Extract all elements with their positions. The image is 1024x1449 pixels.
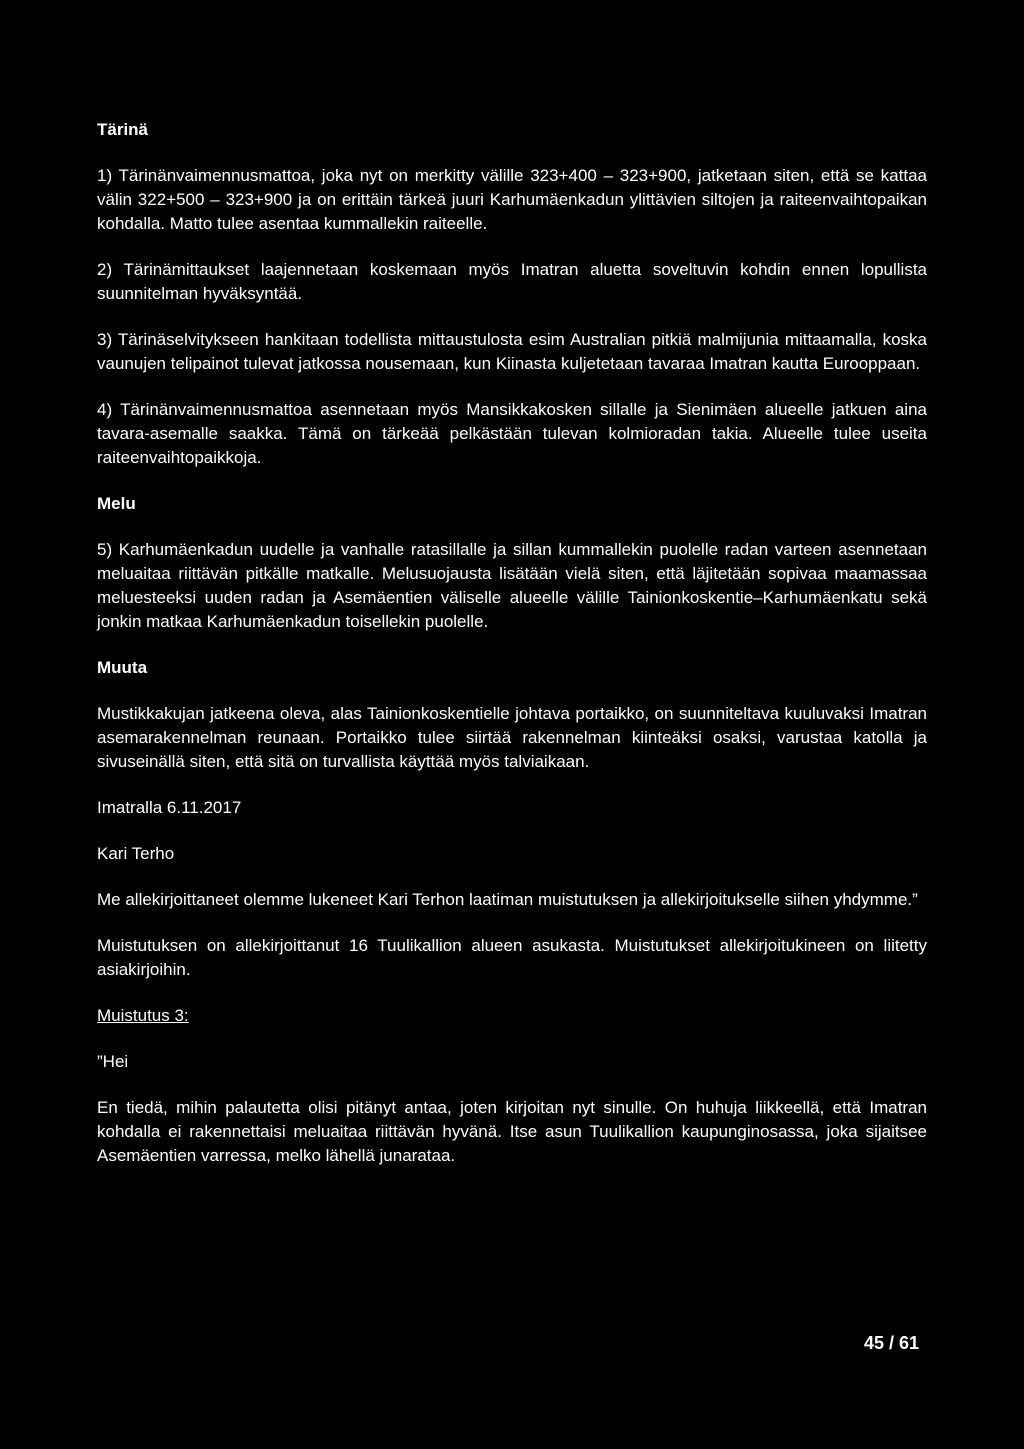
paragraph-4: 4) Tärinänvaimennusmattoa asennetaan myös Mansikkakosken sillalle ja Sienimäen alueelle jatkuen aina tavara-asemalle saakka. Tämä on tärkeää pelkästään tulevan kolmioradan takia. Alueelle tulee useita raiteenvaihtopaikkoja. — [97, 400, 927, 467]
heading-muuta: Muuta — [97, 658, 148, 677]
heading-melu: Melu — [97, 494, 136, 513]
paragraph-3: 3) Tärinäselvitykseen hankitaan todellista mittaustulosta esim Australian pitkiä malmijunia mittaamalla, koska vaunujen telipainot tulevat jatkossa nousemaan, kun Kiinasta kuljetetaan tavaraa Imatran kautta Eurooppaan. — [97, 330, 927, 373]
place-date: Imatralla 6.11.2017 — [97, 798, 242, 817]
muistutus-3-title-text: Muistutus 3: — [97, 1006, 189, 1025]
paragraph-muistutus-3: En tiedä, mihin palautetta olisi pitänyt antaa, joten kirjoitan nyt sinulle. On huhuja liikkeellä, että Imatran kohdalla ei rakennettaisi meluaitaa riittävän hyvänä. Itse asun Tuulikallion kaupunginosassa, joka sijaitsee Asemäentien varressa, melko lähellä junarataa. — [97, 1098, 927, 1165]
paragraph-6: Mustikkakujan jatkeena oleva, alas Tainionkoskentielle johtava portaikko, on suunniteltava kuuluvaksi Imatran asemarakennelman reunaan. Portaikko tulee siirtää rakennelman kiinteäksi osaksi, varustaa katolla ja sivuseinällä siten, että sitä on turvallista käyttää myös talviaikaan. — [97, 704, 927, 771]
author-name: Kari Terho — [97, 844, 175, 863]
page-number: 45 / 61 — [864, 1333, 920, 1353]
greeting: ”Hei — [97, 1052, 129, 1071]
paragraph-5: 5) Karhumäenkadun uudelle ja vanhalle ratasillalle ja sillan kummallekin puolelle radan varteen asennetaan meluaitaa riittävän pitkälle matkalle. Melusuojausta lisätään vielä siten, että läjitetään sopivaa maamassaa meluesteeksi uuden radan ja Asemäentien väliselle alueelle välille Tainionkoskentie–Karhumäenkatu sekä jonkin matkaa Karhumäenkadun toisellekin puolelle. — [97, 540, 927, 631]
signers-statement: Me allekirjoittaneet olemme lukeneet Kari Terhon laatiman muistutuksen ja allekirjoitukselle siihen yhdymme.” — [97, 890, 918, 909]
paragraph-2: 2) Tärinämittaukset laajennetaan koskemaan myös Imatran aluetta soveltuvin kohdin ennen lopullista suunnitelman hyväksyntää. — [97, 260, 927, 303]
muistutus-3-title — [97, 1004, 927, 1028]
signatures-note: Muistutuksen on allekirjoittanut 16 Tuulikallion alueen asukasta. Muistutukset allekirjoitukineen on liitetty asiakirjoihin. — [97, 936, 927, 979]
document-body — [97, 118, 927, 1190]
paragraph-1: 1) Tärinänvaimennusmattoa, joka nyt on merkitty välille 323+400 – 323+900, jatketaan siten, että se kattaa välin 322+500 – 323+900 ja on erittäin tärkeä juuri Karhumäenkadun ylittävien siltojen ja raiteenvaihtopaikan kohdalla. Matto tulee asentaa kummallekin raiteelle. — [97, 166, 927, 233]
heading-tarina: Tärinä — [97, 120, 149, 139]
